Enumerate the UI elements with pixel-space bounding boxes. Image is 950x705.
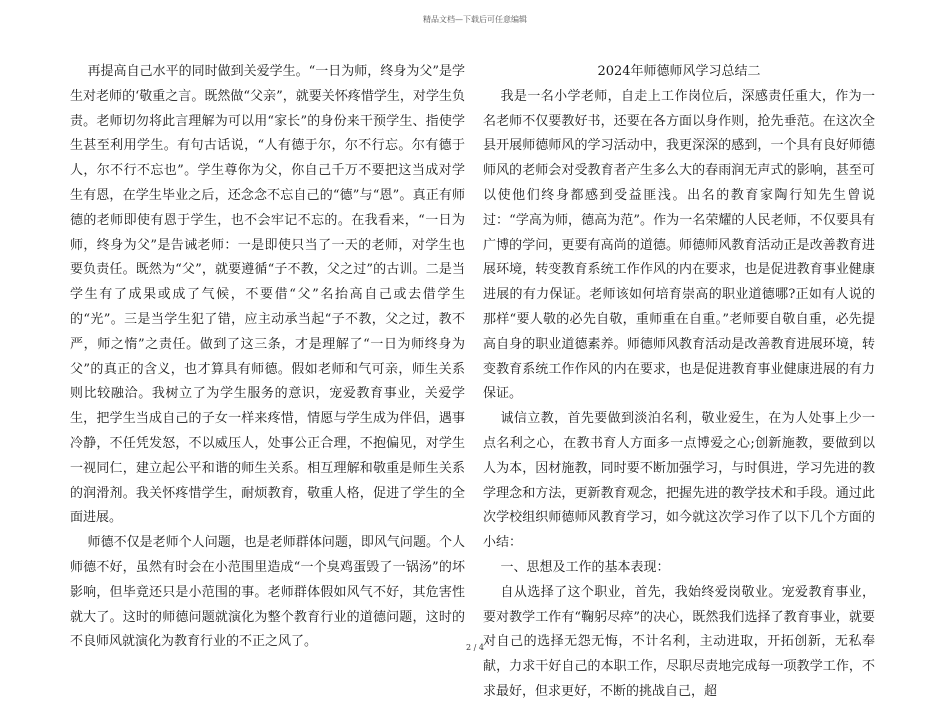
section-heading: 一、思想及工作的基本表现：: [500, 559, 670, 575]
paragraph: 师德不仅是老师个人问题，也是老师群体问题，即风气问题。个人师德不好，虽然有时会在小范围里造成“一个臭鸡蛋毁了一锅汤”的坏影响，但毕竟还只是小范围的事。老师群体假如风气不好，其危害性就大了。这时的师德问题就演化为整个教育行业的道德问题，这时的不良师风就演化为教育行业的不正之风了。: [70, 535, 465, 650]
right-column: [483, 60, 875, 705]
paragraph: 再提高自己水平的同时做到关爱学生。“一日为师，终身为父”是学生对老师的‘敬重之言。既然做“父亲”，就要关怀疼惜学生，对学生负责。老师切勿将此言理解为可以用“家长”的身份来干预学生、指使学生甚至利用学生。有句古话说，“人有德于尔，尔不行忘。尔有德于人，尔不行不忘也”。学生尊你为父，你自己千万不要把这当成对学生有恩，在学生毕业之后，还念念不忘自己的“德”与“恩”。真正有师德的老师即使有恩于学生，也不会牢记不忘的。在我看来，“一日为师，终身为父”是告诫老师：一是即使只当了一天的老师，对学生也要负责任。既然为“父”，就要遵循“子不教，父之过”的古训。二是当学生有了成果或成了气候，不要借“父”名抬高自己或去借学生的“光”。三是当学生犯了错，应主动承当起“子不教，父之过，教不严，师之惰”之责任。做到了这三条，才是理解了“一日为师终身为父”的真正的含义，也才算具有师德。假如老师和气可亲，师生关系则比较融洽。我树立了为学生服务的意识，宠爱教育事业，关爱学生，把学生当成自己的子女一样来疼惜，情愿与学生成为伴侣，遇事冷静，不任凭发怒，不以威压人，处事公正合理，不抱偏见，对学生一视同仁，建立起公平和谐的师生关系。相互理解和敬重是师生关系的润滑剂。我关怀疼惜学生，耐烦教育，敬重人格，促进了学生的全面进展。: [70, 64, 465, 526]
page-number: 2 / 4: [466, 643, 484, 652]
paragraph: 诚信立教，首先要做到淡泊名利，敬业爱生，在为人处事上少一点名利之心，在教书育人方面多一点博爱之心;创新施教，要做到以人为本，因材施教，同时要不断加强学习，与时俱进，学习先进的教学理念和方法，更新教育观念，把握先进的教学技术和手段。通过此次学校组织师德师风教育学习，如今就这次学习作了以下几个方面的小结：: [483, 411, 875, 551]
paragraph: 我是一名小学老师，自走上工作岗位后，深感责任重大，作为一名老师不仅要教好书，还要在各方面以身作则，抢先垂范。在这次全县开展师德师风的学习活动中，我更深深的感到，一个具有良好师德师风的老师会对受教育者产生多么大的春雨润无声式的影响，甚至可以使他们终身都感到受益匪浅。出名的教育家陶行知先生曾说过：“学高为师，德高为范”。作为一名荣耀的人民老师，不仅要具有广博的学问，更要有高尚的道德。师德师风教育活动正是改善教育进展环境，转变教育系统工作作风的内在要求，也是促进教育事业健康进展的有力保证。老师该如何培育崇高的职业道德哪?正如有人说的那样“要人敬的必先自敬，重师重在自重。”老师要自敬自重，必先提高自身的职业道德素养。师德师风教育活动是改善教育进展环境，转变教育系统工作作风的内在要求，也是促进教育事业健康进展的有力保证。: [483, 88, 875, 402]
page-header: 精品文档—下载后可任意编辑: [423, 15, 527, 24]
section-title: 2024年师德师风学习总结二: [597, 64, 761, 79]
left-column: [70, 60, 465, 655]
paragraph: 自从选择了这个职业，首先，我始终爱岗敬业。宠爱教育事业，要对教学工作有“鞠躬尽瘁”的决心，既然我们选择了教育事业，就要对自己的选择无怨无悔，不计名利，主动进取，开拓创新，无私奉献，力求干好自己的本职工作，尽职尽责地完成每一项教学工作，不求最好，但求更好，不断的挑战自己，超: [483, 584, 875, 699]
